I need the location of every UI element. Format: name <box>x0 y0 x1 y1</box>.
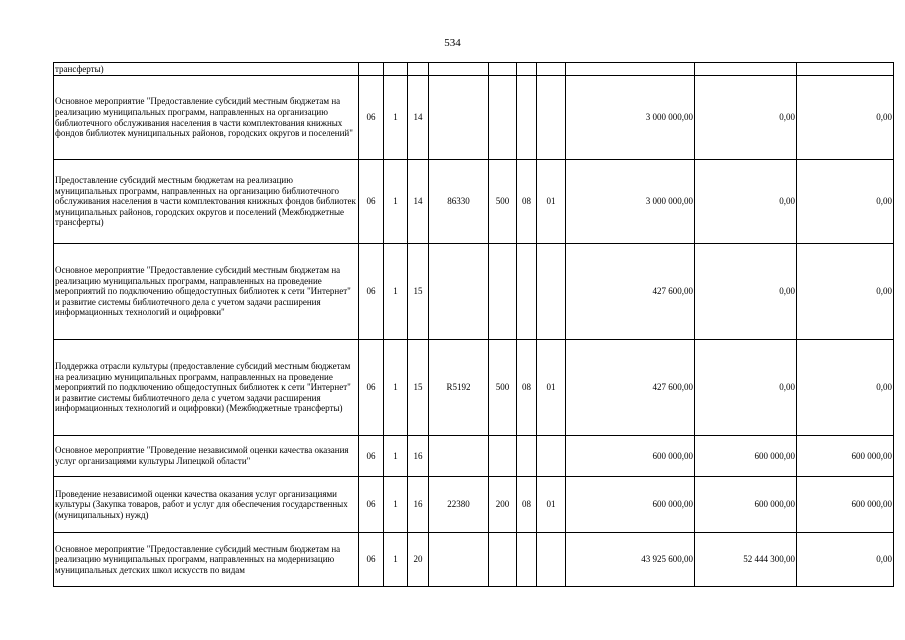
row-description: Поддержка отрасли культуры (предоставление субсидий местным бюджетам на реализацию муниципальных программ, направленных на проведение мероприятий по подключению общедоступных библиотек к сети "Интернет" и развитие системы библиотечного дела с учетом задачи расширения информационных технологий и оцифровки) (Межбюджетные трансферты) <box>54 340 359 436</box>
amount-year-3: 0,00 <box>797 533 894 587</box>
subprogram-code: 1 <box>384 477 408 533</box>
subsection-code: 01 <box>537 340 566 436</box>
main-activity-code: 15 <box>408 244 429 340</box>
subsection-code <box>537 63 566 76</box>
amount-year-1: 3 000 000,00 <box>566 76 695 160</box>
expense-type-code: 200 <box>489 477 517 533</box>
section-code <box>517 63 537 76</box>
subsection-code <box>537 76 566 160</box>
direction-code: R5192 <box>429 340 489 436</box>
main-activity-code: 14 <box>408 76 429 160</box>
amount-year-1: 427 600,00 <box>566 244 695 340</box>
row-description: Основное мероприятие "Предоставление субсидий местным бюджетам на реализацию муниципальных программ, направленных на модернизацию муниципальных детских школ искусств по видам <box>54 533 359 587</box>
subprogram-code: 1 <box>384 76 408 160</box>
table-row <box>54 160 894 244</box>
subprogram-code: 1 <box>384 340 408 436</box>
main-activity-code: 20 <box>408 533 429 587</box>
program-code: 06 <box>359 436 384 477</box>
amount-year-3 <box>797 63 894 76</box>
amount-year-2: 52 444 300,00 <box>695 533 797 587</box>
row-description: трансферты) <box>54 63 359 76</box>
amount-year-1: 427 600,00 <box>566 340 695 436</box>
table-row <box>54 340 894 436</box>
table-row <box>54 436 894 477</box>
program-code: 06 <box>359 160 384 244</box>
direction-code: 86330 <box>429 160 489 244</box>
amount-year-3: 0,00 <box>797 340 894 436</box>
row-description: Основное мероприятие "Предоставление субсидий местным бюджетам на реализацию муниципальных программ, направленных на организацию библиотечного обслуживания населения в части комплектования книжных фондов библиотек муниципальных районов, городских округов и поселений" <box>54 76 359 160</box>
expense-type-code <box>489 76 517 160</box>
section-code: 08 <box>517 160 537 244</box>
row-description: Предоставление субсидий местным бюджетам на реализацию муниципальных программ, направленных на организацию библиотечного обслуживания населения в части комплектования книжных фондов библиотек муниципальных районов, городских округов и поселений (Межбюджетные трансферты) <box>54 160 359 244</box>
section-code <box>517 436 537 477</box>
amount-year-3: 600 000,00 <box>797 436 894 477</box>
page-number: 534 <box>444 37 461 49</box>
amount-year-2: 600 000,00 <box>695 436 797 477</box>
amount-year-1: 600 000,00 <box>566 436 695 477</box>
section-code <box>517 533 537 587</box>
amount-year-3: 0,00 <box>797 76 894 160</box>
direction-code <box>429 63 489 76</box>
expense-type-code <box>489 533 517 587</box>
direction-code <box>429 76 489 160</box>
main-activity-code: 16 <box>408 436 429 477</box>
expense-type-code <box>489 436 517 477</box>
amount-year-1: 43 925 600,00 <box>566 533 695 587</box>
table-row <box>54 63 894 76</box>
amount-year-1: 600 000,00 <box>566 477 695 533</box>
table-row <box>54 244 894 340</box>
table-row <box>54 533 894 587</box>
section-code <box>517 244 537 340</box>
amount-year-1: 3 000 000,00 <box>566 160 695 244</box>
subsection-code <box>537 436 566 477</box>
budget-table <box>53 62 894 587</box>
expense-type-code: 500 <box>489 340 517 436</box>
row-description: Проведение независимой оценки качества оказания услуг организациями культуры (Закупка товаров, работ и услуг для обеспечения государственных (муниципальных) нужд) <box>54 477 359 533</box>
subsection-code: 01 <box>537 477 566 533</box>
table-row <box>54 76 894 160</box>
direction-code: 22380 <box>429 477 489 533</box>
expense-type-code <box>489 63 517 76</box>
section-code: 08 <box>517 340 537 436</box>
direction-code <box>429 436 489 477</box>
expense-type-code <box>489 244 517 340</box>
amount-year-2: 0,00 <box>695 160 797 244</box>
main-activity-code: 15 <box>408 340 429 436</box>
program-code <box>359 63 384 76</box>
amount-year-2: 0,00 <box>695 76 797 160</box>
amount-year-3: 0,00 <box>797 160 894 244</box>
subsection-code: 01 <box>537 160 566 244</box>
table-row <box>54 477 894 533</box>
subsection-code <box>537 244 566 340</box>
section-code: 08 <box>517 477 537 533</box>
amount-year-2: 0,00 <box>695 244 797 340</box>
amount-year-3: 0,00 <box>797 244 894 340</box>
amount-year-3: 600 000,00 <box>797 477 894 533</box>
row-description: Основное мероприятие "Проведение независимой оценки качества оказания услуг организациями культуры Липецкой области" <box>54 436 359 477</box>
expense-type-code: 500 <box>489 160 517 244</box>
subprogram-code: 1 <box>384 436 408 477</box>
main-activity-code <box>408 63 429 76</box>
program-code: 06 <box>359 244 384 340</box>
subprogram-code: 1 <box>384 244 408 340</box>
subsection-code <box>537 533 566 587</box>
program-code: 06 <box>359 76 384 160</box>
amount-year-1 <box>566 63 695 76</box>
subprogram-code <box>384 63 408 76</box>
direction-code <box>429 244 489 340</box>
program-code: 06 <box>359 477 384 533</box>
subprogram-code: 1 <box>384 160 408 244</box>
main-activity-code: 16 <box>408 477 429 533</box>
direction-code <box>429 533 489 587</box>
program-code: 06 <box>359 533 384 587</box>
program-code: 06 <box>359 340 384 436</box>
amount-year-2: 600 000,00 <box>695 477 797 533</box>
main-activity-code: 14 <box>408 160 429 244</box>
amount-year-2: 0,00 <box>695 340 797 436</box>
section-code <box>517 76 537 160</box>
subprogram-code: 1 <box>384 533 408 587</box>
row-description: Основное мероприятие "Предоставление субсидий местным бюджетам на реализацию муниципальных программ, направленных на проведение мероприятий по подключению общедоступных библиотек к сети "Интернет" и развитие системы библиотечного дела с учетом задачи расширения информационных технологий и оцифровки" <box>54 244 359 340</box>
amount-year-2 <box>695 63 797 76</box>
